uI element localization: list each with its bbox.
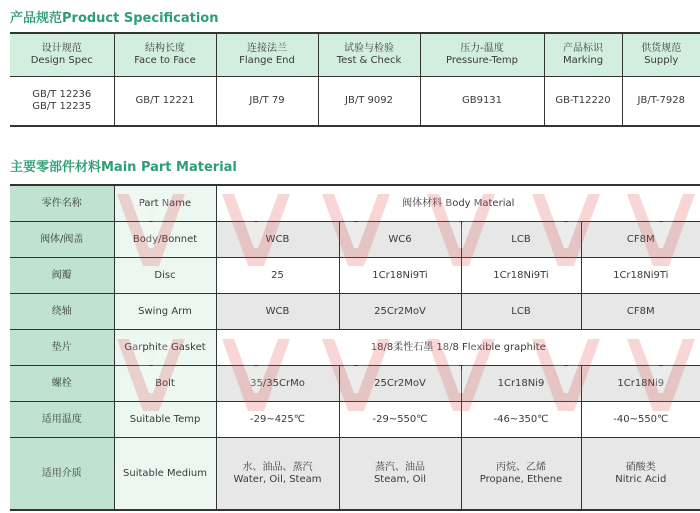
spec-value-cell: GB9131 xyxy=(420,77,544,127)
medium-cn: 丙烷、乙烯 xyxy=(496,461,546,473)
material-cell: CF8M xyxy=(581,294,700,330)
material-header-row xyxy=(10,185,700,222)
spec-header-en: Design Spec xyxy=(30,55,93,66)
material-section-title: 主要零部件材料Main Part Material xyxy=(10,160,237,175)
part-name-cn: 适用温度 xyxy=(10,402,114,438)
material-cell: 1Cr18Ni9Ti xyxy=(461,258,581,294)
part-name-cn: 阀瓣 xyxy=(10,258,114,294)
part-name-en: Suitable Temp xyxy=(114,402,216,438)
part-name-cn: 阀体/阀盖 xyxy=(10,222,114,258)
spec-value-cell: JB/T-7928 xyxy=(622,77,700,127)
material-cell: -46~350℃ xyxy=(461,402,581,438)
material-cell: LCB xyxy=(461,294,581,330)
material-row xyxy=(10,366,700,402)
material-cell: WC6 xyxy=(339,222,461,258)
material-cell: CF8M xyxy=(581,222,700,258)
body-material-header: 阀体材料 Body Material xyxy=(216,185,700,222)
material-cell: LCB xyxy=(461,222,581,258)
material-cell: WCB xyxy=(216,222,339,258)
part-name-en-header: Part Name xyxy=(114,185,216,222)
spec-header-cn: 试验与检验 xyxy=(344,43,394,54)
spec-header-cn: 设计规范 xyxy=(41,43,82,54)
medium-cell xyxy=(581,438,700,511)
part-name-en: Body/Bonnet xyxy=(114,222,216,258)
medium-en: Water, Oil, Steam xyxy=(233,473,322,485)
product-spec-table xyxy=(10,32,700,127)
spec-header-en: Face to Face xyxy=(134,55,196,66)
material-cell: WCB xyxy=(216,294,339,330)
material-row xyxy=(10,330,700,366)
material-cell: -40~550℃ xyxy=(581,402,700,438)
spec-header-row xyxy=(10,33,700,77)
material-merged-cell: 18/8柔性石墨 18/8 Flexible graphite xyxy=(216,330,700,366)
material-cell: 1Cr18Ni9Ti xyxy=(581,258,700,294)
material-row xyxy=(10,222,700,258)
part-name-en: Disc xyxy=(114,258,216,294)
material-cell: -29~550℃ xyxy=(339,402,461,438)
spec-header-cn: 压力-温度 xyxy=(460,43,504,54)
material-cell: 25Cr2MoV xyxy=(339,366,461,402)
part-name-cn: 垫片 xyxy=(10,330,114,366)
material-row xyxy=(10,258,700,294)
medium-en: Nitric Acid xyxy=(615,473,667,485)
medium-cn: 蒸汽、油品 xyxy=(375,461,425,473)
medium-cell xyxy=(461,438,581,511)
material-cell: 35/35CrMo xyxy=(216,366,339,402)
spec-header-cell xyxy=(10,33,114,77)
medium-cn: 硝酸类 xyxy=(625,461,656,473)
spec-value-row xyxy=(10,77,700,127)
spec-header-cell xyxy=(622,33,700,77)
part-name-cn: 螺栓 xyxy=(10,366,114,402)
material-cell: 1Cr18Ni9Ti xyxy=(339,258,461,294)
spec-value-line: GB/T 12235 xyxy=(32,101,92,112)
spec-header-cn: 结构长度 xyxy=(145,43,185,54)
spec-header-en: Pressure-Temp xyxy=(445,55,519,66)
spec-value-cell: GB-T12220 xyxy=(544,77,622,127)
material-cell: -29~425℃ xyxy=(216,402,339,438)
spec-header-en: Test & Check xyxy=(336,55,402,66)
main-part-material-table xyxy=(10,184,700,511)
medium-cell xyxy=(339,438,461,511)
material-row xyxy=(10,402,700,438)
part-name-en: Swing Arm xyxy=(114,294,216,330)
spec-header-en: Supply xyxy=(644,55,679,66)
spec-value-cell: JB/T 9092 xyxy=(318,77,420,127)
material-row xyxy=(10,438,700,511)
part-name-en: Suitable Medium xyxy=(114,438,216,511)
spec-value-cell: JB/T 79 xyxy=(216,77,318,127)
spec-header-en: Marking xyxy=(562,55,604,66)
spec-header-cn: 供货规范 xyxy=(641,43,682,54)
spec-header-cn: 产品标识 xyxy=(563,43,603,54)
spec-value-cell: GB/T 12221 xyxy=(114,77,216,127)
medium-cn: 水、油品、蒸汽 xyxy=(242,461,313,473)
material-cell: 25Cr2MoV xyxy=(339,294,461,330)
spec-value-line: GB/T 12236 xyxy=(32,89,92,100)
material-row xyxy=(10,294,700,330)
spec-header-cell xyxy=(114,33,216,77)
spec-header-cell xyxy=(544,33,622,77)
material-cell: 25 xyxy=(216,258,339,294)
part-name-cn: 适用介质 xyxy=(10,438,114,511)
spec-value-cell xyxy=(10,77,114,127)
spec-header-en: Flange End xyxy=(239,55,295,66)
medium-en: Steam, Oil xyxy=(373,473,427,485)
medium-en: Propane, Ethene xyxy=(479,473,563,485)
material-cell: 1Cr18Ni9 xyxy=(581,366,700,402)
spec-header-cell xyxy=(420,33,544,77)
part-name-cn-header: 零件名称 xyxy=(10,185,114,222)
part-name-cn: 绕轴 xyxy=(10,294,114,330)
material-cell: 1Cr18Ni9 xyxy=(461,366,581,402)
part-name-en: Bolt xyxy=(114,366,216,402)
spec-header-cell xyxy=(318,33,420,77)
medium-cell xyxy=(216,438,339,511)
spec-header-cn: 连接法兰 xyxy=(247,43,287,54)
spec-header-cell xyxy=(216,33,318,77)
spec-section-title: 产品规范Product Specification xyxy=(10,11,219,26)
part-name-en: Garphite Gasket xyxy=(114,330,216,366)
